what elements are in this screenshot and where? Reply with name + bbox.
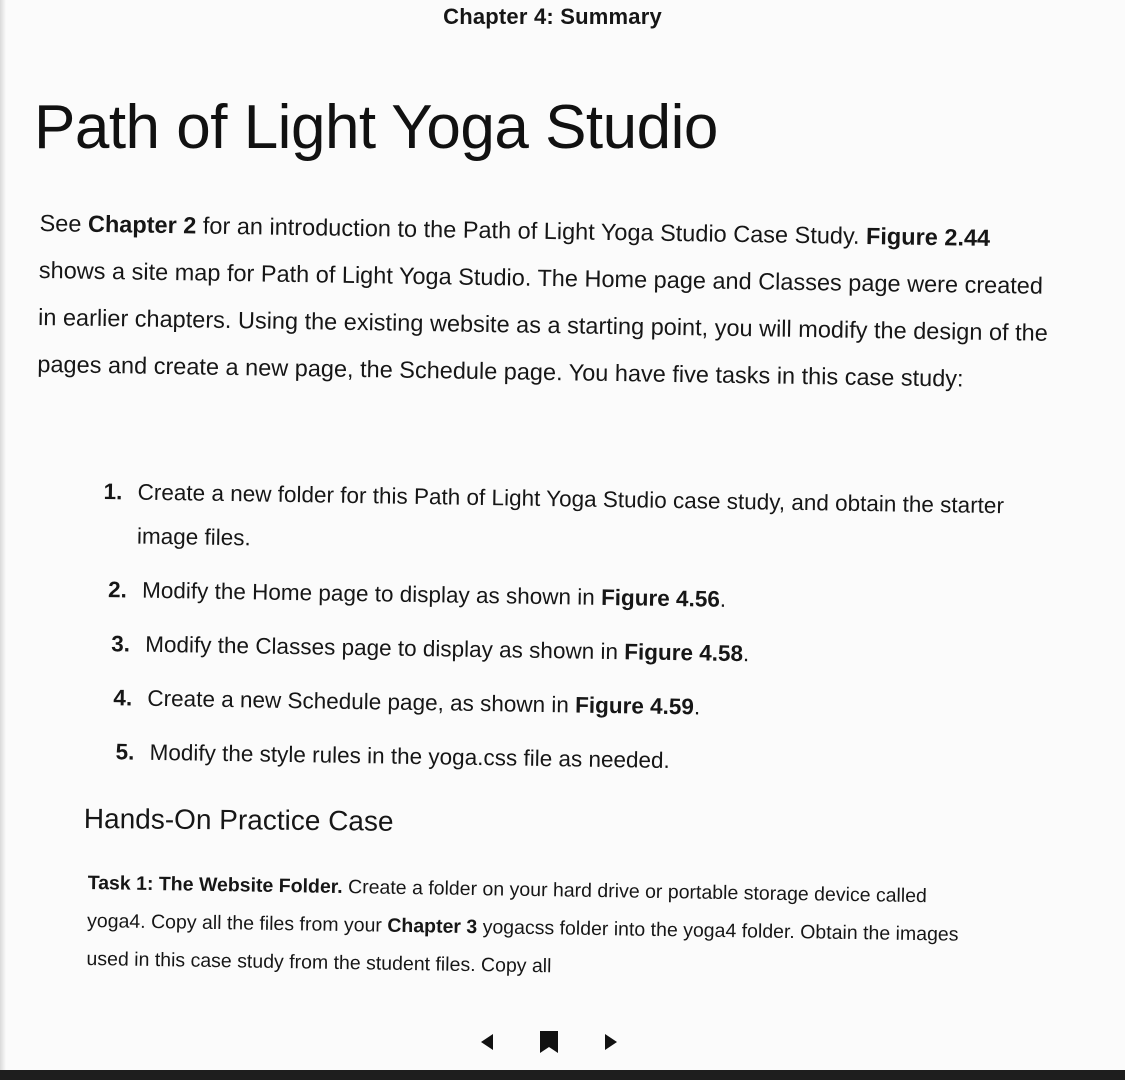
- triangle-right-icon: [603, 1032, 619, 1052]
- task-figure-ref: Figure 4.58: [624, 639, 744, 667]
- task-number: 3.: [111, 631, 131, 657]
- task-list-item: [109, 676, 1037, 735]
- task-list-item: [111, 730, 1036, 789]
- intro-text-2: for an introduction to the Path of Light Yoga Studio Case Study.: [196, 212, 867, 249]
- previous-page-button[interactable]: [475, 1030, 499, 1054]
- task-number: 2.: [107, 577, 128, 603]
- task-list: [95, 470, 1040, 799]
- next-page-button[interactable]: [599, 1030, 623, 1054]
- task-number: 1.: [103, 479, 123, 505]
- task-1-text-1: Create a folder on your hard drive or portable storage device called yoga4. Copy all the files from your: [86, 876, 928, 937]
- page-title: Path of Light Yoga Studio: [34, 93, 718, 162]
- intro-figure-ref: Figure 2.44: [865, 222, 991, 251]
- task-number: 4.: [113, 685, 133, 711]
- bottom-bar: [0, 1070, 1125, 1080]
- task-text: Create a new folder for this Path of Light Yoga Studio case study, and obtain the starter image files.: [136, 479, 1005, 551]
- triangle-left-icon: [479, 1032, 495, 1052]
- task-tail: .: [742, 641, 750, 667]
- task-1-text-2: yogacss folder into the yoga4 folder. Obtain the images used in this case study from the student files. Copy all: [86, 916, 959, 978]
- task-text: Create a new Schedule page, as shown in: [147, 685, 576, 718]
- intro-text-3: shows a site map for Path of Light Yoga Studio. The Home page and Classes page were created in earlier chapters. Using the existing website as a starting point, you will modify the design of the pages and create a new page, the Schedule page. You have five tasks in this case study:: [37, 256, 1048, 392]
- task-list-item: [104, 568, 1039, 627]
- task-text: Modify the style rules in the yoga.css file as needed.: [149, 739, 670, 773]
- bookmark-button[interactable]: [537, 1030, 561, 1054]
- chapter-header: Chapter 4: Summary: [443, 4, 662, 29]
- task-figure-ref: Figure 4.56: [600, 584, 721, 612]
- page-navigation: [475, 1030, 623, 1054]
- task-list-item: [107, 622, 1038, 681]
- bookmark-icon: [539, 1030, 559, 1054]
- task-text: Modify the Classes page to display as shown in: [145, 631, 625, 665]
- task-1-chapter-ref: Chapter 3: [387, 914, 478, 939]
- intro-text-1: See: [39, 209, 89, 237]
- task-tail: .: [693, 694, 701, 720]
- task-number: 5.: [115, 739, 135, 765]
- intro-paragraph: [37, 200, 1055, 404]
- task-text: Modify the Home page to display as shown in: [141, 577, 602, 610]
- task-tail: .: [719, 586, 727, 612]
- task-list-item: [99, 470, 1040, 573]
- task-1-label: Task 1: The Website Folder.: [87, 871, 343, 899]
- intro-chapter-ref: Chapter 2: [87, 210, 197, 239]
- task-1-paragraph: [86, 864, 978, 992]
- page-edge-shadow: [0, 0, 6, 1080]
- task-figure-ref: Figure 4.59: [574, 692, 695, 720]
- section-heading: Hands-On Practice Case: [83, 803, 394, 837]
